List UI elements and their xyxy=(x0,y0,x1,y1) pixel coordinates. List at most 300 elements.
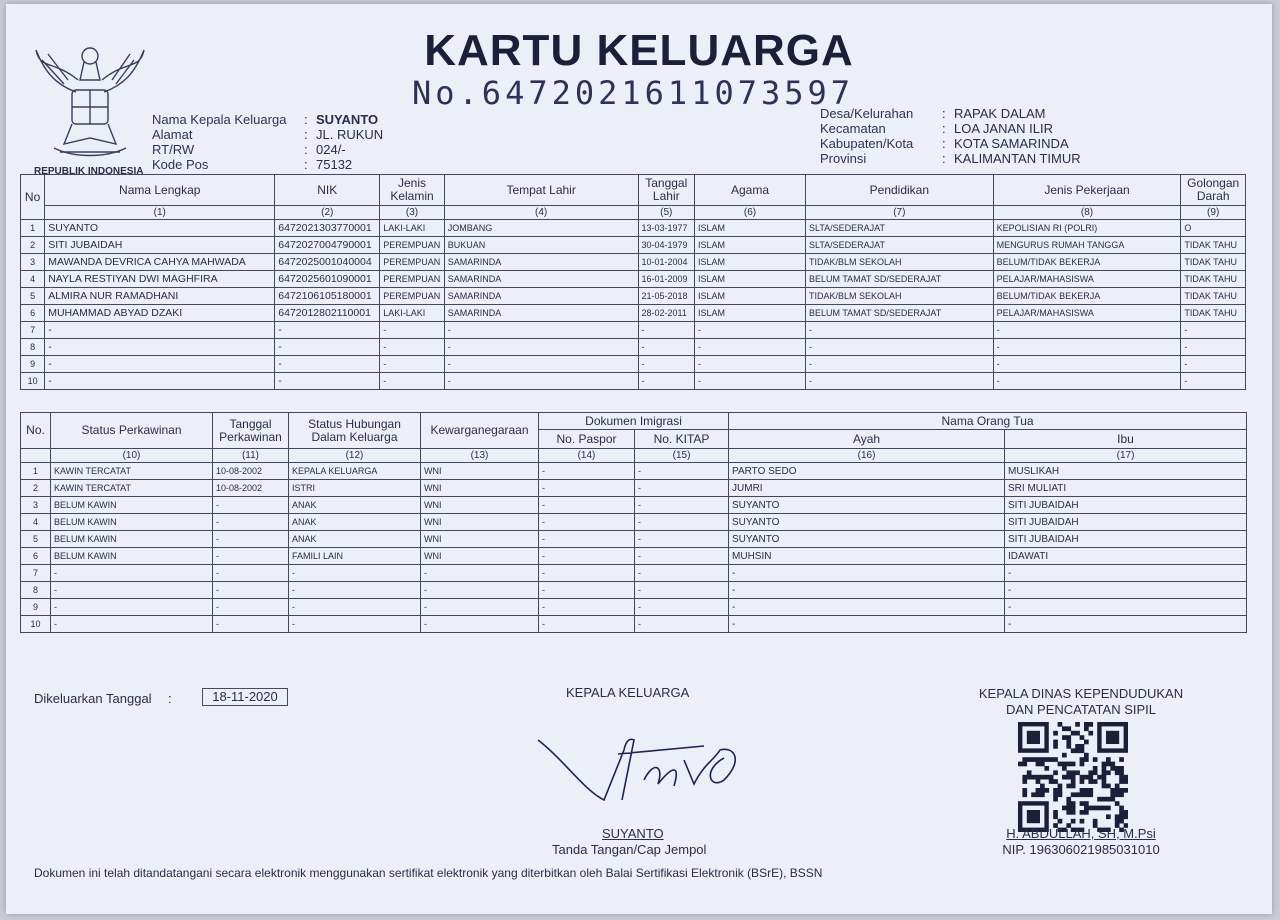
table-cell: - xyxy=(635,514,729,531)
column-number: (3) xyxy=(380,206,445,220)
table-cell: - xyxy=(539,599,635,616)
table-cell: 4 xyxy=(21,514,51,531)
table-cell: TIDAK TAHU xyxy=(1181,288,1246,305)
table-cell: - xyxy=(638,356,695,373)
table-cell: ISLAM xyxy=(695,237,806,254)
table-cell: WNI xyxy=(421,463,539,480)
field-value: SUYANTO xyxy=(316,112,379,127)
table-cell: KAWIN TERCATAT xyxy=(51,480,213,497)
field-label: Kode Pos xyxy=(152,157,209,172)
table-cell: - xyxy=(421,616,539,633)
table-cell: - xyxy=(635,582,729,599)
column-group-header: Nama Orang Tua xyxy=(729,413,1247,430)
table-cell: 5 xyxy=(21,288,45,305)
table-cell: PEREMPUAN xyxy=(380,254,445,271)
column-number: (6) xyxy=(695,206,806,220)
table-cell: - xyxy=(993,339,1181,356)
table-cell: - xyxy=(289,582,421,599)
column-header: Pendidikan xyxy=(806,175,994,206)
table-cell: SUYANTO xyxy=(45,220,275,237)
field-label: Desa/Kelurahan xyxy=(820,106,914,121)
table-cell: - xyxy=(380,339,445,356)
table-row xyxy=(21,220,1246,237)
table-cell: - xyxy=(729,599,1005,616)
table-cell: - xyxy=(45,356,275,373)
official-title-line1: KEPALA DINAS KEPENDUDUKAN xyxy=(978,686,1184,701)
table-cell: 13-03-1977 xyxy=(638,220,695,237)
table-cell: - xyxy=(993,373,1181,390)
table-cell: SAMARINDA xyxy=(444,271,638,288)
table-cell: 6472027004790001 xyxy=(275,237,380,254)
table-cell: SUYANTO xyxy=(729,514,1005,531)
column-number-row xyxy=(21,449,1247,463)
column-header: Nama Lengkap xyxy=(45,175,275,206)
table-cell: 6472106105180001 xyxy=(275,288,380,305)
table-row xyxy=(21,237,1246,254)
table-cell: - xyxy=(1005,616,1247,633)
table-cell: - xyxy=(213,548,289,565)
table-cell: - xyxy=(45,339,275,356)
table-cell: - xyxy=(213,531,289,548)
table-cell: JUMRI xyxy=(729,480,1005,497)
table-cell: ANAK xyxy=(289,531,421,548)
table-cell: - xyxy=(729,582,1005,599)
table-cell: 7 xyxy=(21,565,51,582)
table-cell: TIDAK/BLM SEKOLAH xyxy=(806,254,994,271)
table-cell: BELUM KAWIN xyxy=(51,514,213,531)
table-cell: 6472012802110001 xyxy=(275,305,380,322)
table-cell: BELUM TAMAT SD/SEDERAJAT xyxy=(806,271,994,288)
table-cell: - xyxy=(695,373,806,390)
table-row xyxy=(21,305,1246,322)
table-row xyxy=(21,373,1246,390)
official-nip: NIP. 196306021985031010 xyxy=(1002,842,1160,857)
table-cell: WNI xyxy=(421,480,539,497)
header-row xyxy=(21,413,1247,430)
table-cell: WNI xyxy=(421,497,539,514)
column-number: (1) xyxy=(45,206,275,220)
column-header: No. Paspor xyxy=(539,430,635,449)
field-colon: : xyxy=(304,142,308,157)
table-cell: 8 xyxy=(21,339,45,356)
table-cell: 10 xyxy=(21,616,51,633)
table-cell: - xyxy=(635,463,729,480)
table-cell: - xyxy=(729,616,1005,633)
table-cell: WNI xyxy=(421,514,539,531)
table-cell: 6472021303770001 xyxy=(275,220,380,237)
table-cell: - xyxy=(635,531,729,548)
table-cell: - xyxy=(1005,582,1247,599)
column-group-header: Dokumen Imigrasi xyxy=(539,413,729,430)
table-cell: PARTO SEDO xyxy=(729,463,1005,480)
table-cell: TIDAK/BLM SEKOLAH xyxy=(806,288,994,305)
field-value: LOA JANAN ILIR xyxy=(954,121,1053,136)
table-cell: - xyxy=(806,322,994,339)
table-cell: - xyxy=(1181,322,1246,339)
column-number: (10) xyxy=(51,449,213,463)
table-cell: MUSLIKAH xyxy=(1005,463,1247,480)
field-colon: : xyxy=(942,121,946,136)
table-cell: 8 xyxy=(21,582,51,599)
column-number: (17) xyxy=(1005,449,1247,463)
table-cell: - xyxy=(1181,373,1246,390)
table-cell: - xyxy=(213,565,289,582)
table-cell: 28-02-2011 xyxy=(638,305,695,322)
field-label: RT/RW xyxy=(152,142,195,157)
table-cell: - xyxy=(213,582,289,599)
table-cell: - xyxy=(45,322,275,339)
table-cell: 10-08-2002 xyxy=(213,480,289,497)
table-cell: 6472025601090001 xyxy=(275,271,380,288)
table-cell: - xyxy=(213,616,289,633)
header-field xyxy=(152,142,383,157)
table-row xyxy=(21,463,1247,480)
field-label: Nama Kepala Keluarga xyxy=(152,112,287,127)
table-cell: - xyxy=(539,497,635,514)
table-cell: - xyxy=(695,339,806,356)
table-cell: - xyxy=(635,497,729,514)
table-cell: - xyxy=(539,463,635,480)
table-cell: - xyxy=(539,514,635,531)
table-cell: FAMILI LAIN xyxy=(289,548,421,565)
table-cell: SITI JUBAIDAH xyxy=(45,237,275,254)
table-row xyxy=(21,548,1247,565)
table-cell: ALMIRA NUR RAMADHANI xyxy=(45,288,275,305)
table-cell: - xyxy=(635,548,729,565)
table-cell: WNI xyxy=(421,548,539,565)
table-cell: SAMARINDA xyxy=(444,254,638,271)
table-cell: - xyxy=(539,565,635,582)
table-row xyxy=(21,288,1246,305)
table-cell: IDAWATI xyxy=(1005,548,1247,565)
table-cell: - xyxy=(380,356,445,373)
field-colon: : xyxy=(942,136,946,151)
field-value: JL. RUKUN xyxy=(316,127,384,142)
field-value: 024/- xyxy=(316,142,346,157)
table-cell: ISLAM xyxy=(695,220,806,237)
table-cell: SITI JUBAIDAH xyxy=(1005,531,1247,548)
field-value: 75132 xyxy=(316,157,353,172)
header-right-block xyxy=(820,106,1081,166)
column-header: Agama xyxy=(695,175,806,206)
table-cell: 1 xyxy=(21,463,51,480)
table-cell: TIDAK TAHU xyxy=(1181,254,1246,271)
status-table xyxy=(20,412,1247,633)
table-cell: 6 xyxy=(21,305,45,322)
table-cell: BELUM KAWIN xyxy=(51,497,213,514)
head-signature-image xyxy=(534,720,764,810)
table-cell: ISTRI xyxy=(289,480,421,497)
column-number: (13) xyxy=(421,449,539,463)
emblem-caption: REPUBLIK INDONESIA xyxy=(34,166,144,177)
table-cell: - xyxy=(289,565,421,582)
table-cell: - xyxy=(421,582,539,599)
column-header: Tanggal Perkawinan xyxy=(213,413,289,449)
table-cell: - xyxy=(635,616,729,633)
column-number: (14) xyxy=(539,449,635,463)
table-cell: SUYANTO xyxy=(729,497,1005,514)
header-row xyxy=(21,175,1246,206)
table-cell: - xyxy=(51,582,213,599)
issued-date: 18-11-2020 xyxy=(202,688,288,706)
column-header: Ayah xyxy=(729,430,1005,449)
field-label: Provinsi xyxy=(820,151,867,166)
table-cell: - xyxy=(275,339,380,356)
table-cell: - xyxy=(1181,356,1246,373)
table-cell: 3 xyxy=(21,254,45,271)
field-label: Kecamatan xyxy=(820,121,886,136)
table-row xyxy=(21,565,1247,582)
table-cell: - xyxy=(638,322,695,339)
column-header: No xyxy=(21,175,45,220)
table-row xyxy=(21,254,1246,271)
column-number: (9) xyxy=(1181,206,1246,220)
qr-code-icon xyxy=(1018,722,1128,832)
table-cell: - xyxy=(1181,339,1246,356)
header-field xyxy=(820,151,1081,166)
column-number-empty xyxy=(21,449,51,463)
table-cell: - xyxy=(806,356,994,373)
table-cell: LAKI-LAKI xyxy=(380,305,445,322)
table-cell: - xyxy=(1005,599,1247,616)
table-cell: - xyxy=(993,356,1181,373)
table-cell: 21-05-2018 xyxy=(638,288,695,305)
column-header: No. KITAP xyxy=(635,430,729,449)
table-cell: - xyxy=(444,373,638,390)
column-number: (15) xyxy=(635,449,729,463)
header-left-block xyxy=(152,112,383,172)
field-label: Kabupaten/Kota xyxy=(820,136,914,151)
column-number: (7) xyxy=(806,206,994,220)
table-cell: BELUM/TIDAK BEKERJA xyxy=(993,288,1181,305)
header-field xyxy=(820,136,1081,151)
table-cell: - xyxy=(213,514,289,531)
table-cell: 5 xyxy=(21,531,51,548)
table-cell: MENGURUS RUMAH TANGGA xyxy=(993,237,1181,254)
table-cell: - xyxy=(51,599,213,616)
official-title-line2: DAN PENCATATAN SIPIL xyxy=(1005,702,1156,717)
table-cell: 10-01-2004 xyxy=(638,254,695,271)
column-header: Jenis Kelamin xyxy=(380,175,445,206)
table-cell: ISLAM xyxy=(695,271,806,288)
table-cell: BELUM KAWIN xyxy=(51,531,213,548)
table-cell: KEPALA KELUARGA xyxy=(289,463,421,480)
members-table xyxy=(20,174,1246,390)
table-cell: - xyxy=(539,531,635,548)
issued-colon: : xyxy=(168,691,172,706)
column-number: (4) xyxy=(444,206,638,220)
field-value: KOTA SAMARINDA xyxy=(954,136,1069,151)
table-cell: - xyxy=(638,373,695,390)
column-header: No. xyxy=(21,413,51,449)
table-row xyxy=(21,599,1247,616)
field-colon: : xyxy=(304,157,308,172)
table-cell: TIDAK TAHU xyxy=(1181,237,1246,254)
table-cell: 3 xyxy=(21,497,51,514)
table-cell: - xyxy=(635,565,729,582)
electronic-signature-note: Dokumen ini telah ditandatangani secara elektronik menggunakan sertifikat elektronik yang diterbitkan oleh Balai Sertifikasi Elektronik (BSrE), BSSN xyxy=(34,866,823,880)
header-field xyxy=(152,112,383,127)
table-cell: PEREMPUAN xyxy=(380,271,445,288)
table-cell: 6 xyxy=(21,548,51,565)
field-value: RAPAK DALAM xyxy=(954,106,1046,121)
table-cell: - xyxy=(539,582,635,599)
table-cell: - xyxy=(444,322,638,339)
table-cell: MUHSIN xyxy=(729,548,1005,565)
table-cell: - xyxy=(289,599,421,616)
table-cell: SITI JUBAIDAH xyxy=(1005,514,1247,531)
table-cell: - xyxy=(421,565,539,582)
header-field xyxy=(152,157,383,172)
column-header: Status Perkawinan xyxy=(51,413,213,449)
table-cell: 30-04-1979 xyxy=(638,237,695,254)
field-label: Alamat xyxy=(152,127,193,142)
table-cell: 2 xyxy=(21,237,45,254)
table-cell: WNI xyxy=(421,531,539,548)
table-cell: - xyxy=(213,497,289,514)
table-cell: BELUM/TIDAK BEKERJA xyxy=(993,254,1181,271)
table-cell: 1 xyxy=(21,220,45,237)
column-number: (11) xyxy=(213,449,289,463)
table-row xyxy=(21,339,1246,356)
column-header: Kewarganegaraan xyxy=(421,413,539,449)
table-cell: ANAK xyxy=(289,497,421,514)
table-cell: BELUM TAMAT SD/SEDERAJAT xyxy=(806,305,994,322)
table-cell: PELAJAR/MAHASISWA xyxy=(993,305,1181,322)
issued-label: Dikeluarkan Tanggal xyxy=(34,691,152,706)
table-row xyxy=(21,322,1246,339)
table-cell: PEREMPUAN xyxy=(380,288,445,305)
table-cell: - xyxy=(444,339,638,356)
table-cell: O xyxy=(1181,220,1246,237)
official-name: H. ABDULLAH, SH, M.Psi xyxy=(1006,826,1156,841)
table-cell: - xyxy=(729,565,1005,582)
table-cell: 6472025001040004 xyxy=(275,254,380,271)
table-cell: SUYANTO xyxy=(729,531,1005,548)
table-cell: - xyxy=(695,322,806,339)
table-cell: LAKI-LAKI xyxy=(380,220,445,237)
table-cell: - xyxy=(806,339,994,356)
table-cell: MUHAMMAD ABYAD DZAKI xyxy=(45,305,275,322)
table-cell: NAYLA RESTIYAN DWI MAGHFIRA xyxy=(45,271,275,288)
table-cell: PELAJAR/MAHASISWA xyxy=(993,271,1181,288)
column-number: (12) xyxy=(289,449,421,463)
table-cell: - xyxy=(539,548,635,565)
table-cell: PEREMPUAN xyxy=(380,237,445,254)
table-cell: - xyxy=(45,373,275,390)
table-cell: 16-01-2009 xyxy=(638,271,695,288)
table-cell: - xyxy=(638,339,695,356)
table-cell: - xyxy=(539,616,635,633)
column-header: Status Hubungan Dalam Keluarga xyxy=(289,413,421,449)
table-row xyxy=(21,582,1247,599)
table-cell: 4 xyxy=(21,271,45,288)
table-cell: - xyxy=(421,599,539,616)
column-header: Golongan Darah xyxy=(1181,175,1246,206)
header-field xyxy=(820,106,1081,121)
column-header: Tempat Lahir xyxy=(444,175,638,206)
family-card-number: No.6472021611073597 xyxy=(412,74,855,112)
table-cell: 7 xyxy=(21,322,45,339)
table-cell: - xyxy=(51,565,213,582)
table-cell: - xyxy=(51,616,213,633)
table-cell: SLTA/SEDERAJAT xyxy=(806,237,994,254)
table-cell: SAMARINDA xyxy=(444,288,638,305)
head-signature-title: KEPALA KELUARGA xyxy=(566,685,690,700)
field-colon: : xyxy=(942,106,946,121)
table-cell: - xyxy=(993,322,1181,339)
table-row xyxy=(21,271,1246,288)
table-row xyxy=(21,531,1247,548)
table-cell: - xyxy=(213,599,289,616)
document-title: KARTU KELUARGA xyxy=(424,26,854,75)
table-cell: 10 xyxy=(21,373,45,390)
table-row xyxy=(21,356,1246,373)
table-cell: - xyxy=(275,356,380,373)
field-colon: : xyxy=(942,151,946,166)
table-row xyxy=(21,514,1247,531)
table-cell: SITI JUBAIDAH xyxy=(1005,497,1247,514)
table-cell: SAMARINDA xyxy=(444,305,638,322)
table-cell: JOMBANG xyxy=(444,220,638,237)
head-caption: Tanda Tangan/Cap Jempol xyxy=(552,842,707,857)
table-cell: TIDAK TAHU xyxy=(1181,305,1246,322)
table-cell: - xyxy=(289,616,421,633)
table-cell: ISLAM xyxy=(695,305,806,322)
head-name: SUYANTO xyxy=(602,826,664,841)
table-row xyxy=(21,497,1247,514)
column-number: (2) xyxy=(275,206,380,220)
table-row xyxy=(21,480,1247,497)
family-card-document xyxy=(6,4,1272,914)
table-cell: KEPOLISIAN RI (POLRI) xyxy=(993,220,1181,237)
table-cell: - xyxy=(1005,565,1247,582)
column-header: Jenis Pekerjaan xyxy=(993,175,1181,206)
table-cell: - xyxy=(806,373,994,390)
table-cell: - xyxy=(380,322,445,339)
table-cell: - xyxy=(539,480,635,497)
column-number: (5) xyxy=(638,206,695,220)
column-header: NIK xyxy=(275,175,380,206)
column-header: Ibu xyxy=(1005,430,1247,449)
table-cell: - xyxy=(444,356,638,373)
table-cell: SRI MULIATI xyxy=(1005,480,1247,497)
table-cell: MAWANDA DEVRICA CAHYA MAHWADA xyxy=(45,254,275,271)
table-cell: - xyxy=(635,480,729,497)
table-cell: 9 xyxy=(21,599,51,616)
table-cell: TIDAK TAHU xyxy=(1181,271,1246,288)
table-cell: ISLAM xyxy=(695,254,806,271)
table-cell: ANAK xyxy=(289,514,421,531)
table-cell: 10-08-2002 xyxy=(213,463,289,480)
table-cell: - xyxy=(380,373,445,390)
column-number: (16) xyxy=(729,449,1005,463)
field-value: KALIMANTAN TIMUR xyxy=(954,151,1081,166)
table-row xyxy=(21,616,1247,633)
field-colon: : xyxy=(304,127,308,142)
table-cell: SLTA/SEDERAJAT xyxy=(806,220,994,237)
table-cell: - xyxy=(635,599,729,616)
table-cell: KAWIN TERCATAT xyxy=(51,463,213,480)
field-colon: : xyxy=(304,112,308,127)
table-cell: - xyxy=(695,356,806,373)
header-field xyxy=(152,127,383,142)
table-cell: ISLAM xyxy=(695,288,806,305)
header-field xyxy=(820,121,1081,136)
table-cell: 2 xyxy=(21,480,51,497)
column-number-row xyxy=(21,206,1246,220)
column-number: (8) xyxy=(993,206,1181,220)
